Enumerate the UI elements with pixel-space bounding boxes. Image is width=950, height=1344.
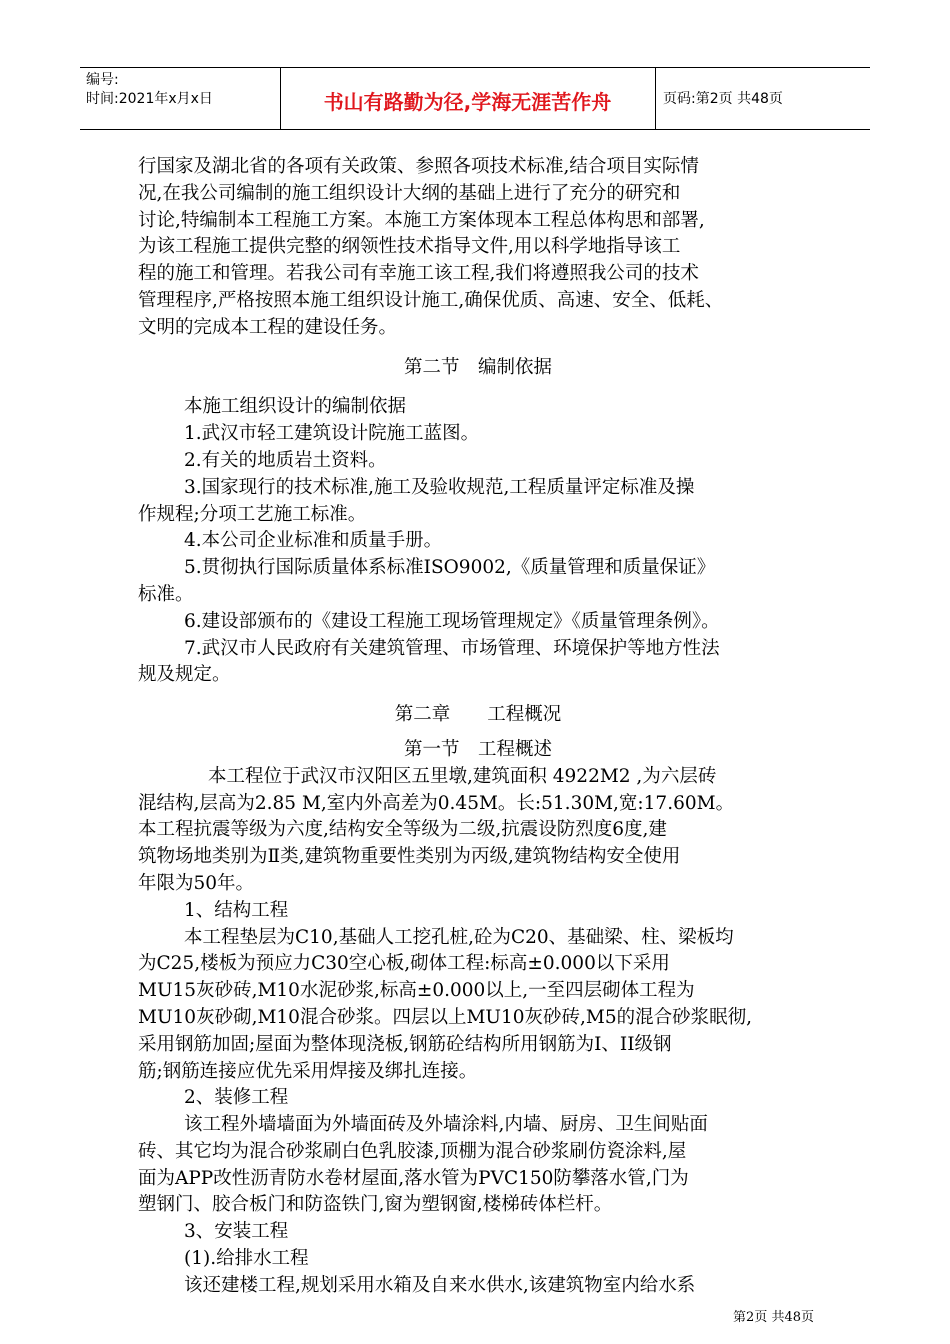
text-line: 为该工程施工提供完整的纲领性技术指导文件,用以科学地指导该工 [138, 236, 681, 258]
text-line: 该工程外墙墙面为外墙面砖及外墙涂料,内墙、厨房、卫生间贴面 [184, 1114, 708, 1136]
header-page-cell [655, 68, 870, 129]
list-item: 7.武汉市人民政府有关建筑管理、市场管理、环境保护等地方性法 [184, 637, 720, 659]
header-meta-cell [80, 68, 281, 129]
text-line: 塑钢门、胶合板门和防盗铁门,窗为塑钢窗,楼梯砖体栏杆。 [138, 1194, 613, 1216]
list-item: 2.有关的地质岩土资料。 [184, 449, 387, 471]
text-line: 文明的完成本工程的建设任务。 [138, 316, 398, 338]
text-line: 筑物场地类别为Ⅱ类,建筑物重要性类别为丙级,建筑物结构安全使用 [138, 846, 681, 868]
list-item: 3.国家现行的技术标准,施工及验收规范,工程质量评定标准及操 [184, 476, 695, 498]
text-line: 标准。 [138, 583, 194, 605]
page-header [80, 67, 870, 130]
text-line: 采用钢筋加固;屋面为整体现浇板,钢筋砼结构所用钢筋为I、II级钢 [138, 1033, 672, 1055]
chapter-heading: 第二章 工程概况 [394, 704, 562, 726]
header-motto-cell [280, 68, 656, 129]
document-body [138, 154, 818, 1300]
list-item: 4.本公司企业标准和质量手册。 [184, 530, 443, 552]
text-line: 程的施工和管理。若我公司有幸施工该工程,我们将遵照我公司的技术 [138, 263, 699, 285]
section-heading: 第一节 工程概述 [403, 738, 552, 760]
text-line: 面为APP改性沥青防水卷材屋面,落水管为PVC150防攀落水管,门为 [138, 1167, 689, 1189]
text-line: 规及规定。 [138, 664, 231, 686]
text-line: 况,在我公司编制的施工组织设计大纲的基础上进行了充分的研究和 [138, 182, 681, 204]
text-line: MU15灰砂砖,M10水泥砂浆,标高±0.000以上,一至四层砌体工程为 [138, 980, 695, 1002]
subsection-heading: (1).给排水工程 [184, 1248, 309, 1270]
footer-page-number: 第2页 共48页 [733, 1310, 814, 1325]
text-line: 为C25,楼板为预应力C30空心板,砌体工程:标高±0.000以下采用 [138, 953, 670, 975]
list-item: 6.建设部颁布的《建设工程施工现场管理规定》《质量管理条例》。 [184, 610, 720, 632]
text-line: 该还建楼工程,规划采用水箱及自来水供水,该建筑物室内给水系 [184, 1274, 696, 1296]
text-line: 年限为50年。 [138, 872, 255, 894]
subsection-heading: 3、安装工程 [184, 1221, 289, 1243]
subsection-heading: 1、结构工程 [184, 899, 289, 921]
text-line: 本工程抗震等级为六度,结构安全等级为二级,抗震设防烈度6度,建 [138, 819, 667, 841]
text-line: 讨论,特编制本工程施工方案。本施工方案体现本工程总体构思和部署, [138, 209, 705, 231]
text-line: 本施工组织设计的编制依据 [184, 396, 407, 418]
document-date-label: 时间:2021年x月x日 [86, 91, 213, 107]
list-item: 5.贯彻执行国际质量体系标准ISO9002,《质量管理和质量保证》 [184, 557, 716, 579]
header-motto: 书山有路勤为径,学海无涯苦作舟 [323, 90, 612, 114]
section-heading: 第二节 编制依据 [403, 356, 552, 378]
document-number-label: 编号: [86, 72, 119, 88]
text-line: 筋;钢筋连接应优先采用焊接及绑扎连接。 [138, 1060, 478, 1082]
header-page-number: 页码:第2页 共48页 [663, 91, 783, 107]
text-line: 混结构,层高为2.85 M,室内外高差为0.45M。长:51.30M,宽:17.60M。 [138, 792, 735, 814]
text-line: 本工程位于武汉市汉阳区五里墩,建筑面积 4922M2 ,为六层砖 [208, 765, 717, 787]
subsection-heading: 2、装修工程 [184, 1087, 289, 1109]
text-line: 作规程;分项工艺施工标准。 [138, 503, 367, 525]
text-line: MU10灰砂砌,M10混合砂浆。四层以上MU10灰砂砖,M5的混合砂浆眠彻, [138, 1006, 752, 1028]
text-line: 本工程垫层为C10,基础人工挖孔桩,砼为C20、基础梁、柱、梁板均 [184, 926, 734, 948]
text-line: 行国家及湖北省的各项有关政策、参照各项技术标准,结合项目实际情 [138, 156, 699, 177]
list-item: 1.武汉市轻工建筑设计院施工蓝图。 [184, 423, 480, 445]
text-line: 管理程序,严格按照本施工组织设计施工,确保优质、高速、安全、低耗、 [138, 289, 724, 311]
text-line: 砖、其它均为混合砂浆刷白色乳胶漆,顶棚为混合砂浆刷仿瓷涂料,屋 [138, 1140, 687, 1162]
